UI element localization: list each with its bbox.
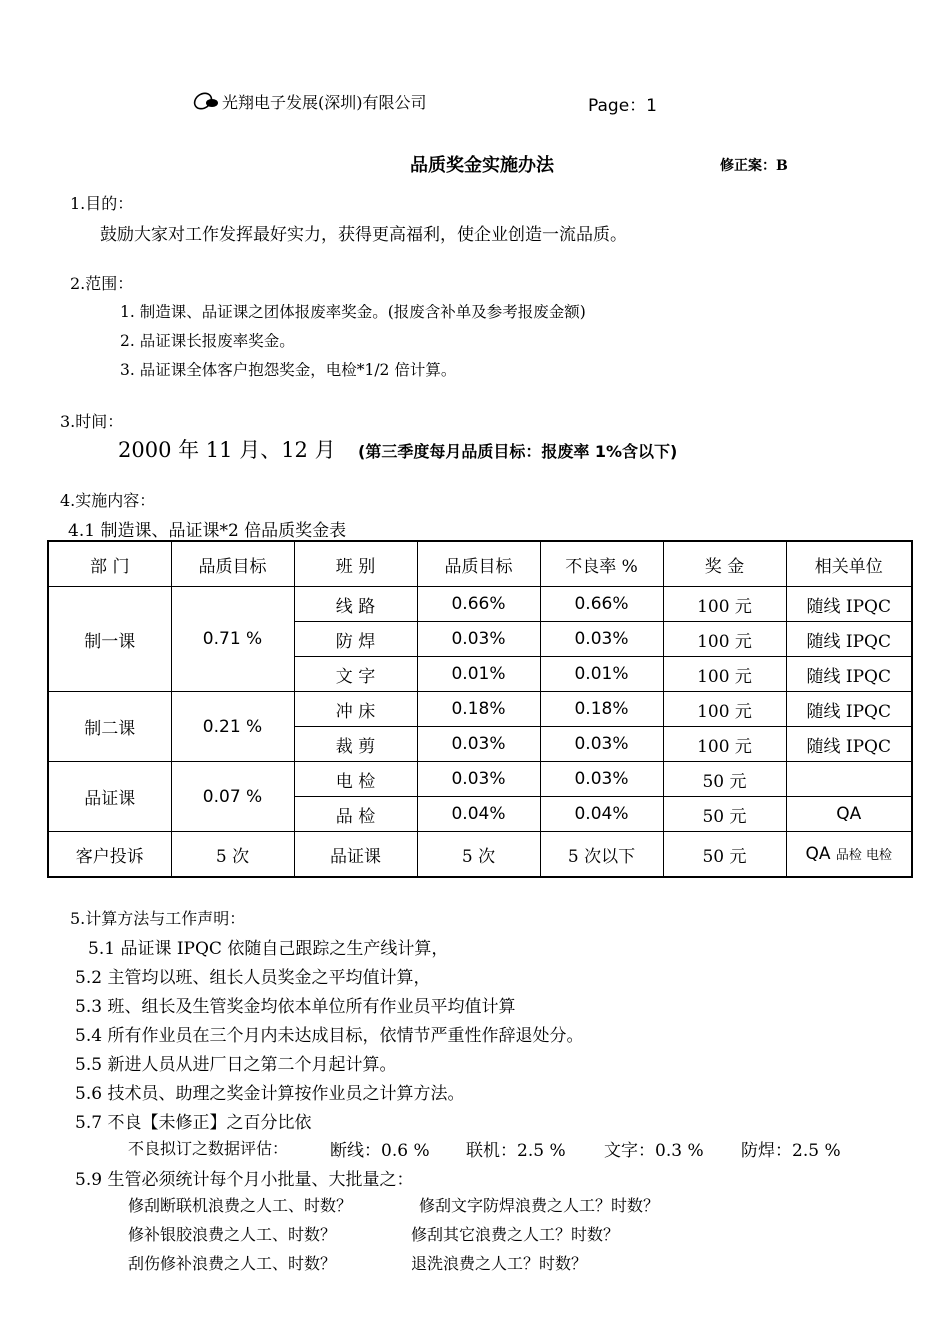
target-cell: 0.01% [417, 657, 540, 692]
dept-target-cell: 0.07 % [171, 762, 294, 832]
bonus-cell: 100 元 [663, 622, 786, 657]
time-heading: 3.时间： [60, 412, 124, 431]
calc-item: 5.3 班、组长及生管奖金均依本单位所有作业员平均值计算 [75, 997, 516, 1017]
target-cell: 0.03% [417, 762, 540, 797]
unit-main: QA [805, 844, 831, 864]
page-number: Page：1 [588, 96, 657, 116]
unit-cell: 随线 IPQC [786, 587, 912, 622]
column-header: 班 别 [294, 541, 417, 587]
column-header: 不良率 % [540, 541, 663, 587]
purpose-heading: 1.目的： [70, 194, 134, 213]
dept-cell: 品证课 [48, 762, 171, 832]
defect-cell: 5 次以下 [540, 832, 663, 878]
dept-target-cell: 5 次 [171, 832, 294, 878]
sub-item: 退洗浪费之人工？时数？ [411, 1254, 588, 1273]
defect-cell: 0.03% [540, 762, 663, 797]
unit-small: 品检 电检 [835, 848, 893, 863]
complaint-row [48, 832, 912, 878]
eval-item: 防焊：2.5 % [741, 1141, 841, 1161]
target-cell: 0.04% [417, 797, 540, 832]
eval-label: 不良拟订之数据评估： [128, 1139, 289, 1158]
bonus-table [47, 540, 913, 878]
dept-cell: 制二课 [48, 692, 171, 762]
target-cell: 0.03% [417, 622, 540, 657]
eval-item: 断线：0.6 % [330, 1141, 430, 1161]
shift-cell: 线 路 [294, 587, 417, 622]
defect-cell: 0.18% [540, 692, 663, 727]
table-row [48, 587, 912, 622]
calc-item: 5.7 不良【未修正】之百分比依 [75, 1113, 312, 1133]
unit-cell [786, 762, 912, 797]
unit-cell: 随线 IPQC [786, 692, 912, 727]
shift-cell: 文 字 [294, 657, 417, 692]
shift-cell: 防 焊 [294, 622, 417, 657]
bonus-cell: 100 元 [663, 657, 786, 692]
dept-cell: 客户投诉 [48, 832, 171, 878]
defect-cell: 0.04% [540, 797, 663, 832]
sub-item: 修刮文字防焊浪费之人工？时数？ [419, 1196, 660, 1215]
table-header-row [48, 541, 912, 587]
calc-item: 5.4 所有作业员在三个月内未达成目标，依情节严重性作辞退处分。 [75, 1026, 584, 1046]
bonus-cell: 100 元 [663, 587, 786, 622]
company-header [192, 90, 427, 116]
defect-cell: 0.01% [540, 657, 663, 692]
unit-cell: 随线 IPQC [786, 657, 912, 692]
target-cell: 0.18% [417, 692, 540, 727]
target-cell: 5 次 [417, 832, 540, 878]
bonus-cell: 50 元 [663, 832, 786, 878]
scope-item: 1. 制造课、品证课之团体报废率奖金。(报废含补单及参考报废金额) [120, 303, 586, 321]
table-caption: 4.1 制造课、品证课*2 倍品质奖金表 [68, 521, 347, 541]
column-header: 奖 金 [663, 541, 786, 587]
column-header: 品质目标 [171, 541, 294, 587]
shift-cell: 裁 剪 [294, 727, 417, 762]
content-heading: 4.实施内容： [60, 491, 156, 510]
sub-item: 刮伤修补浪费之人工、时数？ [128, 1254, 337, 1273]
scope-item: 3. 品证课全体客户抱怨奖金，电检*1/2 倍计算。 [120, 361, 457, 379]
document-title: 品质奖金实施办法 [410, 155, 554, 176]
defect-cell: 0.03% [540, 622, 663, 657]
calc-item: 5.2 主管均以班、组长人员奖金之平均值计算， [75, 968, 431, 988]
shift-cell: 品证课 [294, 832, 417, 878]
shift-cell: 品 检 [294, 797, 417, 832]
time-value: 2000 年 11 月、12 月 [118, 438, 336, 462]
target-cell: 0.66% [417, 587, 540, 622]
bonus-cell: 100 元 [663, 727, 786, 762]
calc-heading: 5.计算方法与工作声明： [70, 909, 246, 928]
sub-item: 修刮其它浪费之人工？时数？ [411, 1225, 620, 1244]
shift-cell: 电 检 [294, 762, 417, 797]
unit-cell: 随线 IPQC [786, 727, 912, 762]
column-header: 相关单位 [786, 541, 912, 587]
sub-item: 修补银胶浪费之人工、时数？ [128, 1225, 337, 1244]
dept-target-cell: 0.71 % [171, 587, 294, 692]
target-cell: 0.03% [417, 727, 540, 762]
eval-item: 联机：2.5 % [466, 1141, 566, 1161]
defect-cell: 0.66% [540, 587, 663, 622]
calc-item: 5.1 品证课 IPQC 依随自己跟踪之生产线计算， [88, 939, 449, 959]
revision-label: 修正案：B [720, 158, 788, 174]
bonus-cell: 100 元 [663, 692, 786, 727]
company-logo-icon [192, 90, 222, 116]
unit-cell: 随线 IPQC [786, 622, 912, 657]
company-name: 光翔电子发展(深圳)有限公司 [222, 93, 427, 112]
calc-item: 5.9 生管必须统计每个月小批量、大批量之： [75, 1170, 414, 1190]
purpose-text: 鼓励大家对工作发挥最好实力，获得更高福利，使企业创造一流品质。 [100, 225, 627, 245]
scope-heading: 2.范围： [70, 274, 134, 293]
sub-item: 修刮断联机浪费之人工、时数？ [128, 1196, 353, 1215]
calc-item: 5.6 技术员、助理之奖金计算按作业员之计算方法。 [75, 1084, 465, 1104]
bonus-cell: 50 元 [663, 797, 786, 832]
bonus-cell: 50 元 [663, 762, 786, 797]
table-row [48, 762, 912, 797]
time-note: (第三季度每月品质目标：报废率 1%含以下) [358, 442, 678, 461]
calc-item: 5.5 新进人员从进厂日之第二个月起计算。 [75, 1055, 397, 1075]
shift-cell: 冲 床 [294, 692, 417, 727]
unit-cell: QA [786, 797, 912, 832]
column-header: 部 门 [48, 541, 171, 587]
column-header: 品质目标 [417, 541, 540, 587]
dept-cell: 制一课 [48, 587, 171, 692]
defect-cell: 0.03% [540, 727, 663, 762]
scope-item: 2. 品证课长报废率奖金。 [120, 332, 295, 350]
unit-cell [786, 832, 912, 878]
dept-target-cell: 0.21 % [171, 692, 294, 762]
table-row [48, 692, 912, 727]
eval-item: 文字：0.3 % [604, 1141, 704, 1161]
